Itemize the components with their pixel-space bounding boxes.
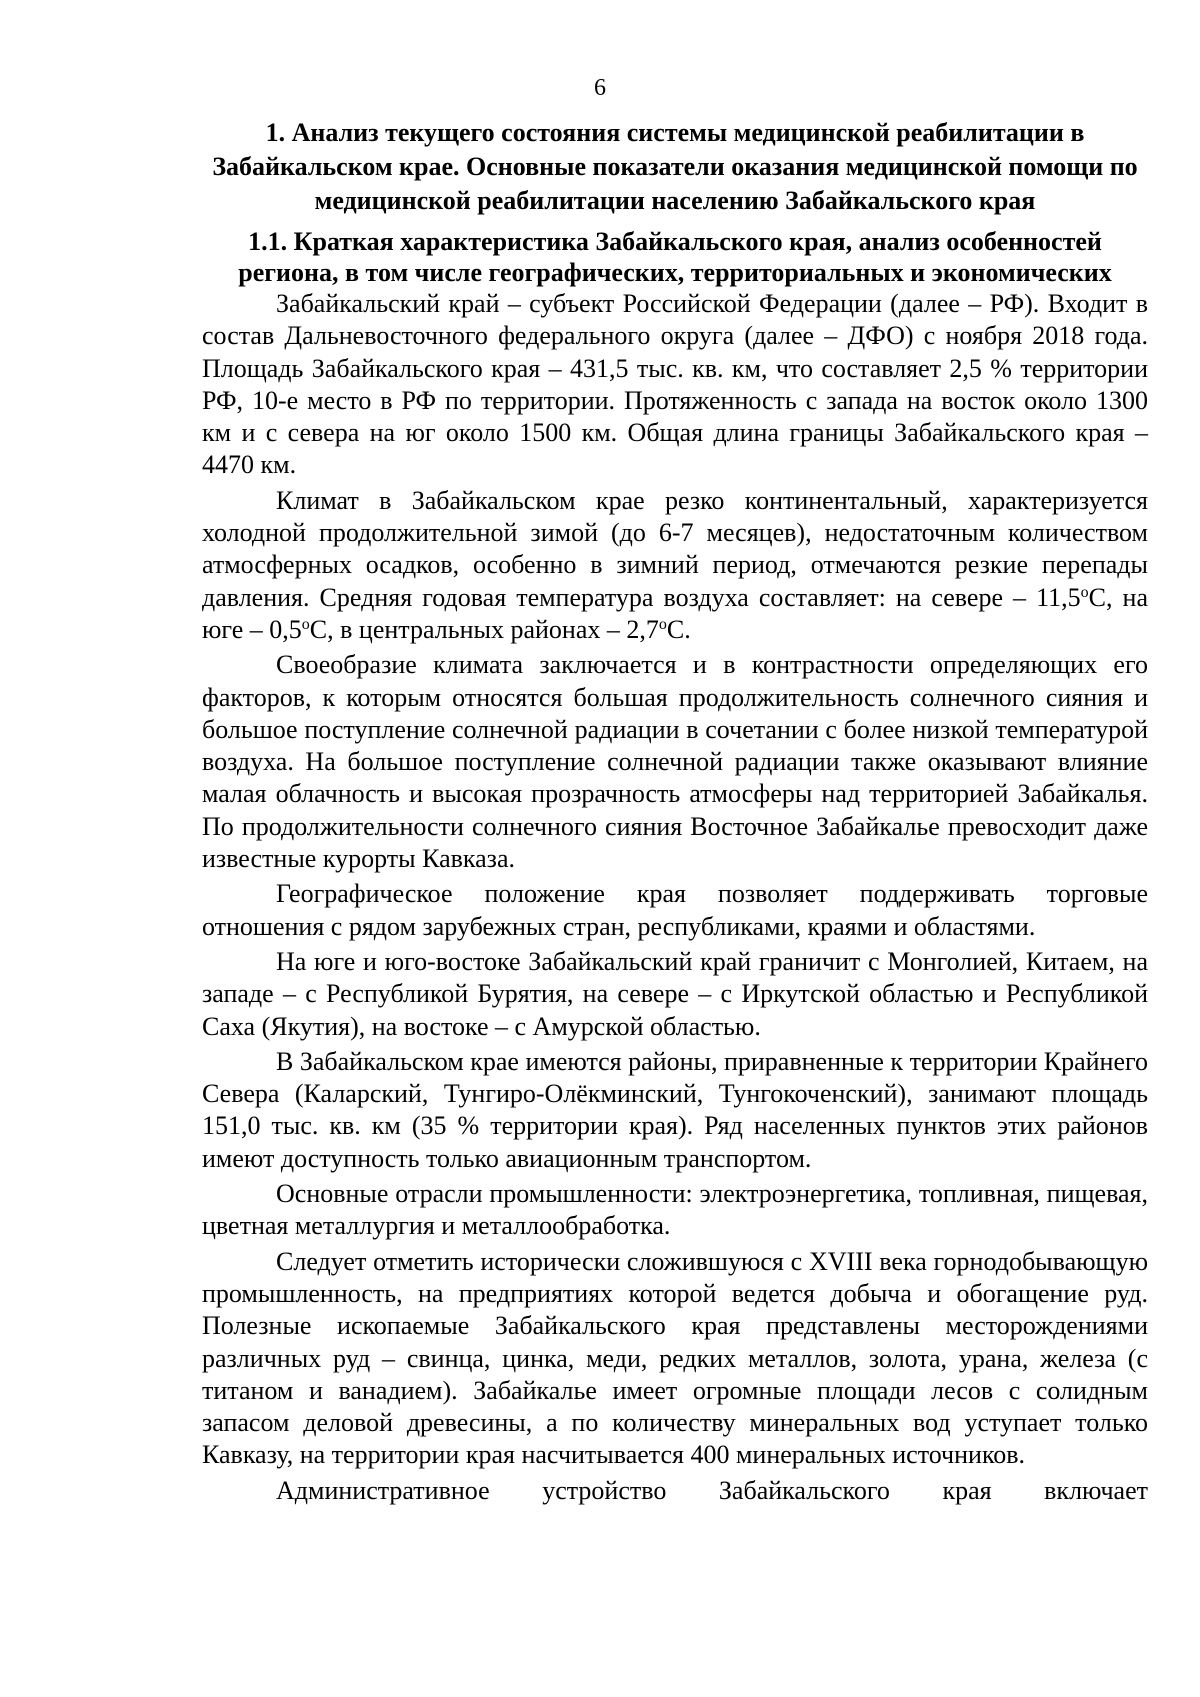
- paragraph-geography: Географическое положение края позволяет поддерживать торговые отношения с рядом зарубежных стран, республиками, краями и областями.: [202, 879, 1148, 941]
- climate-text-part: Климат в Забайкальском крае резко континентальный, характеризуется холодной продолжительной зимой (до 6-7 месяцев), недостаточным количеством атмосферных осадков, особенно в зимний период, отмечаются резкие перепады давления. Средняя годовая температура воздуха составляет: на севере – 11,5: [202, 485, 1148, 612]
- climate-text-part: С, на юге – 0,5: [202, 582, 1149, 644]
- degree-sign: o: [301, 615, 310, 633]
- climate-text-part: С, в центральных районах – 2,7: [309, 614, 659, 644]
- page-content: [202, 116, 1148, 1507]
- paragraph-mining: Следует отметить исторически сложившуюся с XVIII века горнодобывающую промышленность, на предприятиях которой ведется добыча и обогащение руд. Полезные ископаемые Забайкальского края представлены месторождениями различных руд – свинца, цинка, меди, редких металлов, золота, урана, железа (с титаном и ванадием). Забайкалье имеет огромные площади лесов с солидным запасом деловой древесины, а по количеству минеральных вод уступает только Кавказу, на территории края насчитывается 400 минеральных источников.: [202, 1246, 1148, 1470]
- degree-sign: o: [1080, 583, 1089, 601]
- paragraph-borders: На юге и юго-востоке Забайкальский край граничит с Монголией, Китаем, на западе – с Республикой Бурятия, на севере – с Иркутской областью и Республикой Саха (Якутия), на востоке – с Амурской областью.: [202, 946, 1148, 1041]
- page-number: 6: [594, 75, 606, 101]
- degree-sign: o: [658, 615, 667, 633]
- climate-text-part: С.: [666, 614, 691, 644]
- paragraph-far-north: В Забайкальском крае имеются районы, приравненные к территории Крайнего Севера (Каларский, Тунгиро-Олёкминский, Тунгокоченский), занимают площадь 151,0 тыс. кв. км (35 % территории края). Ряд населенных пунктов этих районов имеют доступность только авиационным транспортом.: [202, 1046, 1148, 1173]
- paragraph-administration: Административное устройство Забайкальского края включает: [276, 1475, 1148, 1505]
- paragraph-industry: Основные отрасли промышленности: электроэнергетика, топливная, пищевая, цветная металлургия и металлообработка.: [202, 1179, 1148, 1241]
- paragraph-overview: Забайкальский край – субъект Российской Федерации (далее – РФ). Входит в состав Дальневосточного федерального округа (далее – ДФО) с ноября 2018 года. Площадь Забайкальского края – 431,5 тыс. кв. км, что составляет 2,5 % территории РФ, 10-е место в РФ по территории. Протяженность с запада на восток около 1300 км и с севера на юг около 1500 км. Общая длина границы Забайкальского края – 4470 км.: [202, 289, 1148, 480]
- subsection-heading: 1.1. Краткая характеристика Забайкальского края, анализ особенностей региона, в том числе географических, территориальных и экономических: [238, 227, 1112, 287]
- section-heading: 1. Анализ текущего состояния системы медицинской реабилитации в Забайкальском крае. Основные показатели оказания медицинской помощи по медицинской реабилитации населению Забайкальского края: [212, 118, 1138, 215]
- paragraph-climate: [202, 485, 1148, 646]
- paragraph-climate-features: Своеобразие климата заключается и в контрастности определяющих его факторов, к которым относятся большая продолжительность солнечного сияния и большое поступление солнечной радиации в сочетании с более низкой температурой воздуха. На большое поступление солнечной радиации также оказывают влияние малая облачность и высокая прозрачность атмосферы над территорией Забайкалья. По продолжительности солнечного сияния Восточное Забайкалье превосходит даже известные курорты Кавказа.: [202, 650, 1148, 874]
